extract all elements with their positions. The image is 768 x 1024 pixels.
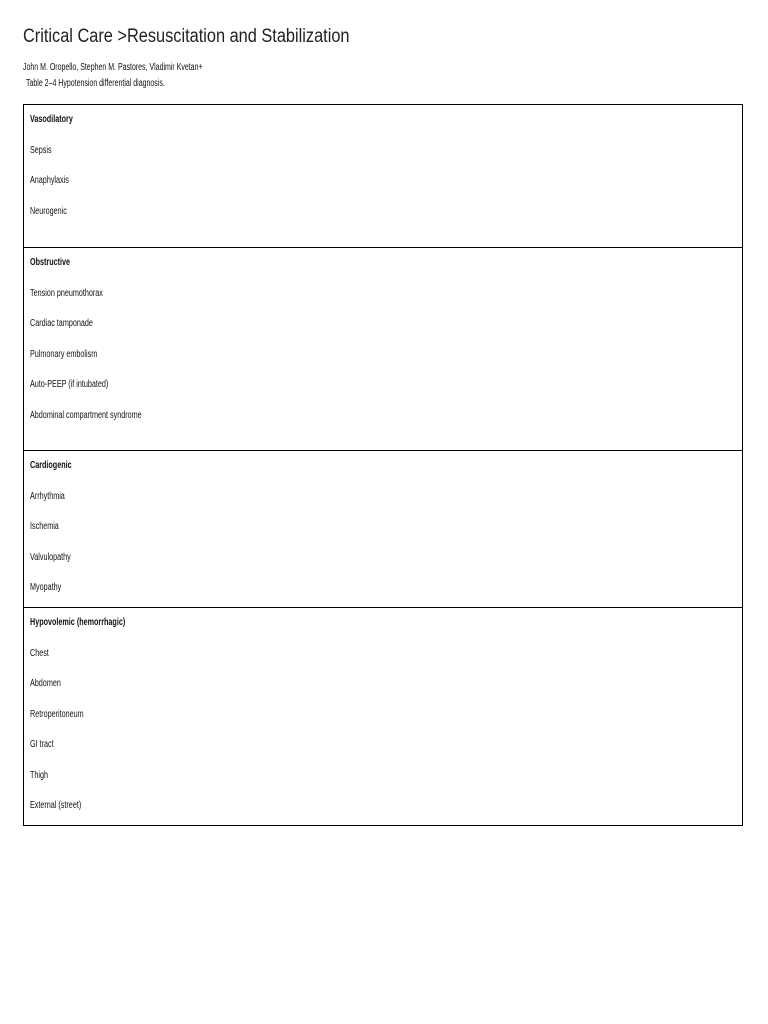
list-item: Anaphylaxis (30, 175, 69, 186)
list-item: Retroperitoneum (30, 708, 84, 720)
table-caption: Table 2–4 Hypotension differential diagnosis. (26, 78, 165, 89)
section-hypovolemic (24, 607, 742, 825)
list-item: Pulmonary embolism (30, 348, 98, 360)
list-item: Valvulopathy (30, 551, 71, 563)
section-obstructive (24, 247, 742, 450)
list-item: Arrhythmia (30, 490, 65, 502)
page-title: Critical Care >Resuscitation and Stabilization (23, 26, 350, 47)
list-item: GI tract (30, 739, 54, 750)
section-heading: Cardiogenic (30, 460, 72, 471)
section-heading: Hypovolemic (hemorrhagic) (30, 617, 126, 628)
list-item: Auto-PEEP (if intubated) (30, 379, 109, 390)
list-item: Chest (30, 647, 49, 659)
list-item: External (street) (30, 800, 82, 811)
list-item: Myopathy (30, 582, 62, 593)
author-list: John M. Oropello, Stephen M. Pastores, Vladimir Kvetan+ (23, 62, 203, 73)
section-heading: Vasodilatory (30, 114, 73, 125)
differential-diagnosis-table (23, 104, 743, 826)
list-item: Sepsis (30, 144, 52, 156)
list-item: Thigh (30, 769, 49, 781)
list-item: Cardiac tamponade (30, 318, 93, 329)
section-cardiogenic (24, 450, 742, 607)
list-item: Abdomen (30, 678, 61, 689)
list-item: Tension pneumothorax (30, 287, 103, 299)
list-item: Neurogenic (30, 205, 67, 217)
section-heading: Obstructive (30, 257, 71, 268)
section-vasodilatory (24, 105, 742, 247)
list-item: Ischemia (30, 521, 59, 532)
list-item: Abdominal compartment syndrome (30, 409, 142, 421)
